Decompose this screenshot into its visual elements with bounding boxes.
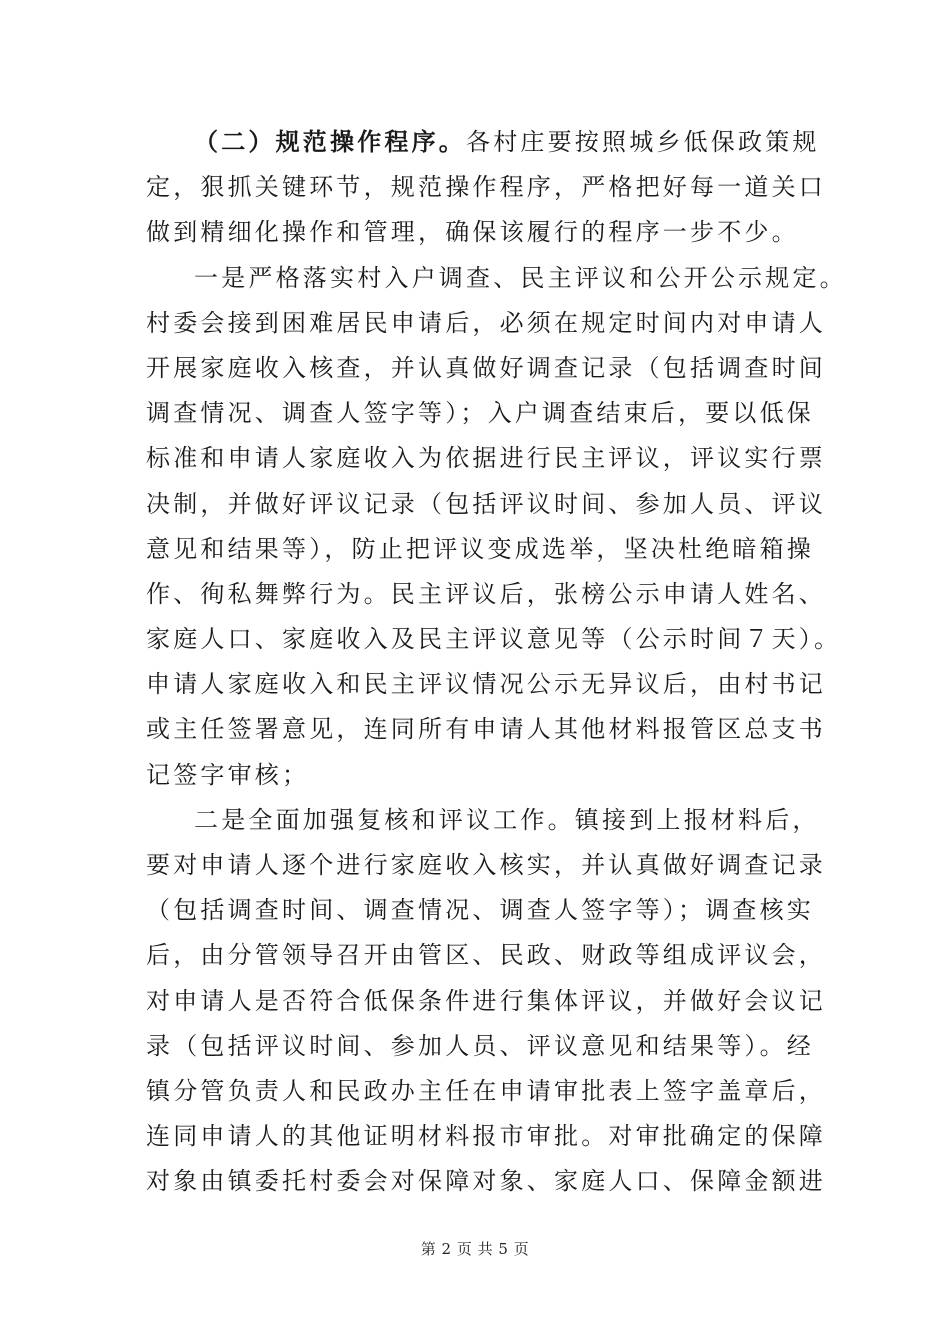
paragraph-line: 或主任签署意见，连同所有申请人其他材料报管区总支书: [146, 715, 826, 744]
paragraph-line: 后，由分管领导召开由管区、民政、财政等组成评议会，: [146, 941, 826, 970]
paragraph-line: 二是全面加强复核和评议工作。镇接到上报材料后，: [194, 805, 820, 834]
paragraph-line: 做到精细化操作和管理，确保该履行的程序一步不少。: [146, 218, 799, 247]
paragraph-line: 镇分管负责人和民政办主任在申请审批表上签字盖章后，: [146, 1076, 826, 1105]
paragraph-line: 对象由镇委托村委会对保障对象、家庭人口、保障金额进: [146, 1167, 826, 1196]
paragraph-line: 申请人家庭收入和民主评议情况公示无异议后，由村书记: [146, 670, 826, 699]
paragraph-line: 家庭人口、家庭收入及民主评议意见等（公示时间７天）。: [146, 625, 842, 654]
paragraph-line: 要对申请人逐个进行家庭收入核实，并认真做好调查记录: [146, 851, 826, 879]
paragraph-line: 作、徇私舞弊行为。民主评议后，张榜公示申请人姓名、: [146, 579, 826, 608]
paragraph-line: 调查情况、调查人签字等）；入户调查结束后，要以低保: [146, 399, 814, 428]
document-body: [146, 120, 847, 1205]
paragraph-line: 对申请人是否符合低保条件进行集体评议，并做好会议记: [146, 986, 826, 1015]
paragraph-line: 记签字审核；: [146, 760, 310, 789]
paragraph-line: 录（包括评议时间、参加人员、评议意见和结果等）。经: [146, 1031, 814, 1060]
paragraph-line: 开展家庭收入核查，并认真做好调查记录（包括调查时间: [146, 353, 826, 382]
paragraph-line: 定，狠抓关键环节，规范操作程序，严格把好每一道关口: [146, 173, 826, 202]
paragraph-line: 决制，并做好评议记录（包括评议时间、参加人员、评议: [146, 489, 826, 518]
section-heading: （二）规范操作程序。: [194, 128, 466, 156]
page-number-footer: 第 2 页 共 5 页: [420, 1240, 530, 1258]
paragraph-line: 意见和结果等），防止把评议变成选举，坚决杜绝暗箱操: [146, 534, 814, 563]
paragraph-line: 连同申请人的其他证明材料报市审批。对审批确定的保障: [146, 1122, 826, 1151]
line-text: 各村庄要按照城乡低保政策规: [466, 128, 820, 156]
paragraph-line: [146, 120, 836, 165]
paragraph-line: 村委会接到困难居民申请后，必须在规定时间内对申请人: [146, 308, 826, 337]
paragraph-line: 一是严格落实村入户调查、民主评议和公开公示规定。: [194, 263, 847, 292]
paragraph-line: （包括调查时间、调查情况、调查人签字等）；调查核实: [146, 896, 814, 925]
paragraph-line: 标准和申请人家庭收入为依据进行民主评议，评议实行票: [146, 444, 826, 473]
